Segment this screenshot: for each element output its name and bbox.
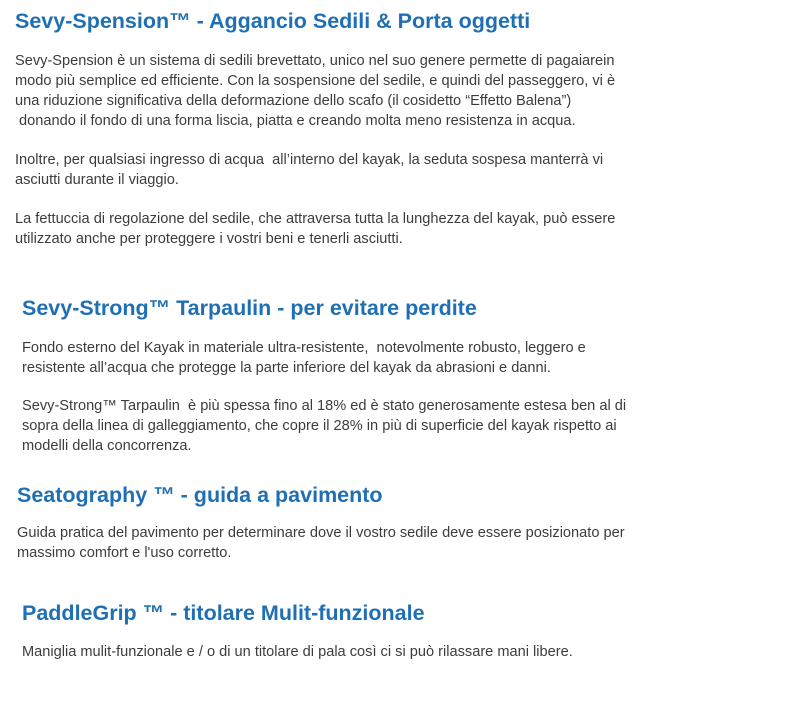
section-paragraph: Inoltre, per qualsiasi ingresso di acqua all’interno del kayak, la seduta sospesa manterrà vi asciutti durante il viaggio. — [15, 152, 604, 188]
section-heading-seatography: Seatography ™ - guida a pavimento — [17, 483, 383, 507]
section-paragraph: Sevy-Spension è un sistema di sedili brevettato, unico nel suo genere permette di pagaiarein modo più semplice ed efficiente. Con la sospensione del sedile, e quindi del passeggero, vi è una riduzione significativa della deformazione dello scafo (il cosidetto “Effetto Balena”) donando il fondo di una forma liscia, piatta e creando molta meno resistenza in acqua. — [15, 53, 616, 129]
section-heading-sevy-spension: Sevy-Spension™ - Aggancio Sedili & Porta oggetti — [15, 9, 531, 33]
section-paragraph: Guida pratica del pavimento per determinare dove il vostro sedile deve essere posizionato per massimo comfort e l'uso corretto. — [17, 525, 625, 561]
section-heading-paddlegrip: PaddleGrip ™ - titolare Mulit-funzionale — [22, 601, 425, 625]
section-paragraph: Sevy-Strong™ Tarpaulin è più spessa fino al 18% ed è stato generosamente estesa ben al di sopra della linea di galleggiamento, che copre il 28% in più di superficie del kayak rispetto ai modelli della concorrenza. — [22, 398, 627, 454]
section-paragraph: La fettuccia di regolazione del sedile, che attraversa tutta la lunghezza del kayak, può essere utilizzato anche per proteggere i vostri beni e tenerli asciutti. — [15, 211, 616, 247]
section-heading-sevy-strong: Sevy-Strong™ Tarpaulin - per evitare perdite — [22, 296, 477, 320]
section-paragraph: Maniglia mulit-funzionale e / o di un titolare di pala così ci si può rilassare mani libere. — [22, 644, 573, 660]
section-paragraph: Fondo esterno del Kayak in materiale ultra-resistente, notevolmente robusto, leggero e resistente all’acqua che protegge la parte inferiore del kayak da abrasioni e danni. — [22, 340, 586, 376]
